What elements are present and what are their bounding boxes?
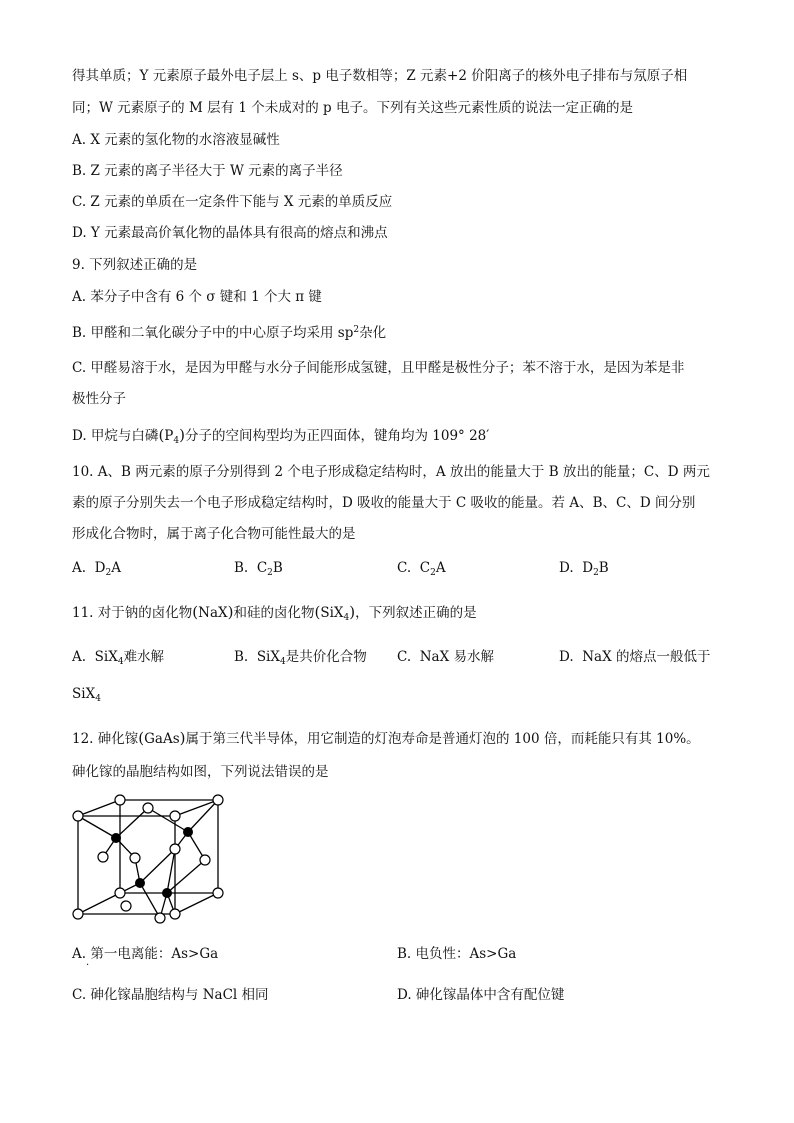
q9-option-d: D. 甲烷与白磷$(P_4)$分子的空间构型均为正四面体，键角均为 109° 28′ [72,426,490,446]
q11-option-b: B. SiX$_4$是共价化合物 [234,649,367,667]
q11-option-d: D. NaX 的熔点一般低于 [559,649,711,665]
q9-option-a: A. 苯分子中含有 6 个 σ 键和 1 个大 π 键 [72,289,322,305]
q12-stem-line2: 砷化镓的晶胞结构如图，下列说法错误的是 [72,764,329,780]
q8-stem-line2: 同；W 元素原子的 M 层有 1 个未成对的 p 电子。下列有关这些元素性质的说法一定正确的是 [72,100,633,116]
q12-option-b: B. 电负性：As>Ga [397,946,517,962]
q9-option-d-subscript: 4 [173,436,180,446]
q12-option-a: A. 第一电离能：As>Ga [72,946,219,962]
q10-option-c: C. $C_2A$ [397,560,446,578]
q11-formula-nax: NaX [198,605,228,621]
q8-option-d: D. Y 元素最高价氧化物的晶体具有很高的熔点和沸点 [72,225,388,241]
q12-options-row2 [72,983,732,1005]
q11-stem: 11. 对于钠的卤化物(NaX)和硅的卤化物(SiX$_4$)，下列叙述正确的是 [72,603,477,623]
q10-stem-line1: 10. A、B 两元素的原子分别得到 2 个电子形成稳定结构时，A 放出的能量大于 B 放出的能量；C、D 两元 [72,464,710,480]
q11-option-a: A. SiX$_4$难水解 [72,649,165,667]
q9-option-d-tail: 分子的空间构型均为正四面体，键角均为 109° 28′ [184,428,490,444]
q12-formula-gaas: GaAs [144,731,180,747]
q10-option-b: B. $C_2B$ [234,560,283,578]
crystal-cell-diagram [70,790,240,935]
q10-option-a: A. $D_2A$ [72,560,121,578]
q9-option-d-text: D. 甲烷与白磷 [72,428,159,444]
q12-stem-line1: 12. 砷化镓(GaAs)属于第三代半导体，用它制造的灯泡寿命是普通灯泡的 100 倍，而耗能只有其 10%。 [72,729,700,747]
q12-option-c: C. 砷化镓晶胞结构与 NaCl 相同 [72,987,269,1003]
q10-options [72,560,732,582]
q10-stem-line3: 形成化合物时，属于离子化合物可能性最大的是 [72,526,356,542]
q8-option-b: B. Z 元素的离子半径大于 W 元素的离子半径 [72,163,343,179]
q9-option-b-superscript: 2 [353,325,360,335]
q11-option-d-continued: SiX$_4$ [72,686,101,704]
q8-option-c: C. Z 元素的单质在一定条件下能与 X 元素的单质反应 [72,194,393,210]
q9-option-c-line1: C. 甲醛易溶于水，是因为甲醛与水分子间能形成氢键，且甲醛是极性分子；苯不溶于水，是因为苯是非 [72,360,685,376]
q9-option-b-tail: 杂化 [359,325,387,341]
q11-options [72,645,732,667]
q12-options-row1 [72,942,732,964]
q10-option-d: D. $D_2B$ [559,560,609,578]
q9-option-d-formula: P [164,428,174,444]
q11-option-c: C. NaX 易水解 [397,649,494,665]
q8-stem-line1: 得其单质；Y 元素原子最外电子层上 s、p 电子数相等；Z 元素+2 价阳离子的核外电子排布与氖原子相 [72,68,688,84]
q10-stem-line2: 素的原子分别失去一个电子形成稳定结构时，D 吸收的能量大于 C 吸收的能量。若 A、B、C、D 间分别 [72,495,696,511]
q11-formula-six4: SiX [320,605,344,621]
q12-option-d: D. 砷化镓晶体中含有配位键 [397,987,565,1003]
q9-option-c-line2: 极性分子 [72,391,126,407]
q8-option-a: A. X 元素的氢化物的水溶液显碱性 [72,132,280,148]
q9-stem: 9. 下列叙述正确的是 [72,257,198,273]
stray-mark: · [86,960,90,971]
q9-option-b [72,320,386,343]
q9-option-b-text: B. 甲醛和二氧化碳分子中的中心原子均采用 sp [72,325,354,341]
